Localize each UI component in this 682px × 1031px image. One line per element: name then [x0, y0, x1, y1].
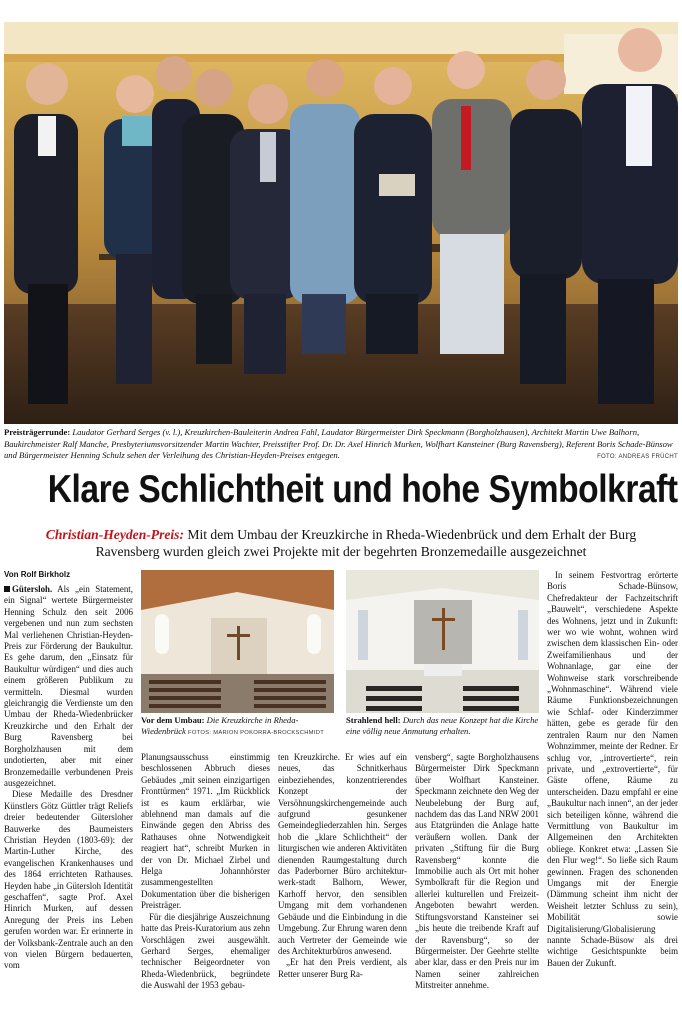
article-paragraph: vensberg“, sagte Borgholzhausens Bürgermeister Dirk Speckmann über Wolfhart Kansteiner. Speckmann zeichnete den Weg der Neubelebung der Burg auf, nachdem das das Land NRW 2001 aus Etatgründen die Anlage hatte veräußern wollen. Dank der privaten „Stiftung für die Burg Ravensberg“ konnte die Immobilie auch als Ort mit hoher Symbolkraft für die Region und allerlei kulturellen und Freizeit-Angeboten bewahrt werden. Stiftungsvorstand Kansteiner sei „bis heute die treibende Kraft auf der Ravensburg“, so der Bürgermeister. Der Geehrte stellte aber klar, dass er den Preis nur im Namen seiner zahlreichen Mitstreiter annehme.	[415, 752, 539, 991]
square-bullet-icon	[4, 586, 10, 592]
subhead-kicker: Christian-Heyden-Preis:	[45, 527, 184, 542]
paragraph-text: Als „ein Statement, ein Signal“ wertete Bürgermeister Henning Schulz den seit 2006 vergebenen und nun zum sechsten Mal verliehenen Christian-Heyden-Preis zur Förderung der Baukultur. Es gehe darum, den „Einsatz für Baukultur würdigen“ und dies auch einem größeren Publikum zu vermitteln. Diesmal wurden gleichrangig die Verdienste um den Umbau der Rheda-Wiedenbrücker Kreuzkirche und den Erhalt der Burg Ravensberg bei Borgholzhausen mit dem undotierten, aber mit einer Bronzemedaille verbundenen Preis ausgezeichnet.	[4, 584, 133, 788]
caption-lead: Vor dem Umbau:	[141, 715, 205, 725]
photo-caption-text: Laudator Gerhard Serges (v. l.), Kreuzkirchen-Bauleiterin Andrea Fahl, Laudator Bürgermeister Dirk Speckmann (Borgholzhausen), Architekt Martin Uwe Balhorn, Baukirchmeister Ralf Manche, Presbyteriumsvorsitzender Martin Wachter, Preisstifter Prof. Dr. Dr. Axel Hinrich Murken, Wolfhart Kansteiner (Burg Ravensberg), Referent Boris Schade-Bünsow und Bürgermeister Henning Schulz sehen der Verleihung des Christian-Heyden-Preises entgegen.	[4, 427, 673, 461]
article-column-5	[547, 570, 678, 969]
church-before-illustration	[141, 570, 334, 713]
article-paragraph: Diese Medaille des Dresdner Künstlers Götz Güttler trägt Reliefs dreier bedeutender Gütersloher Bauwerke des Baumeisters Christian Heyden (1803-69): der Martin-Luther Kirche, des evangelischen Krankenhauses und des 1864 errichteten Rathauses. Heyden habe „in Gütersloh Identität geschaffen“, sagte Prof. Axel Hinrich Murken, auf dessen Anregung der Preis ins Leben gerufen worden war. Er erinnerte in der Volksbank-Zentrale auch an den von vielen Bürgern bedauerten, vom	[4, 789, 133, 971]
church-before-caption	[141, 715, 334, 739]
caption-lead: Strahlend hell:	[346, 715, 401, 725]
byline: Von Rolf Birkholz	[4, 570, 71, 579]
article-column-1	[4, 584, 133, 972]
article-column-3	[278, 752, 407, 980]
church-after-illustration	[346, 570, 539, 713]
subheadline	[18, 526, 664, 560]
article-column-4	[415, 752, 539, 992]
church-before-photo	[141, 570, 334, 713]
photo-caption-lead: Preisträgerrunde:	[4, 427, 71, 437]
article-paragraph: Für die diesjährige Auszeichnung hatte das Preis-Kuratorium aus zehn Vorschlägen zwei ausgewählt. Gerhard Serges, ehemaliger technischer Beigeordneter von Rheda-Wiedenbrück, begründete die Auswahl der 1953 gebau-	[141, 911, 270, 991]
photo-credit: FOTO: ANDREAS FRÜCHT	[597, 454, 678, 461]
caption-text: Durch das neue Konzept hat die Kirche eine völlig neue Anmutung erhalten.	[346, 715, 539, 736]
photo-caption	[4, 427, 678, 464]
article-paragraph: Planungsausschuss einstimmig beschlossenen Abbruch dieses Gebäudes „mit seinen einzigartigen Fronttürmen“ 1971. „Im Rückblick ist es kaum erklärbar, wie ablehnend man damals auf die Einwände gegen den Abriss des Rathauses ohne Notwendigkeit reagiert hat“, schreibt Murken in der von Dr. Michael Zirbel und Helga Johannhörster zusammengestellten Dokumentation über die bisherigen Preisträger.	[141, 752, 270, 911]
church-after-photo	[346, 570, 539, 713]
group-photo	[4, 4, 678, 424]
article-paragraph	[4, 584, 133, 789]
caption-text: Die Kreuzkirche in Rheda-Wiedenbrück	[141, 715, 299, 736]
photo-credit: FOTOS: MARION POKORRA-BROCKSCHMIDT	[188, 730, 325, 736]
article-paragraph: In seinem Festvortrag erörterte Boris Schade-Bünsow, Chefredakteur der Fachzeitschrift „Bauwelt“, verschiedene Aspekte des Wohnens, jetzt und in Zukunft: wer wo wie wohnt, wohnen wird zwischen dem klassischen Ein- oder Zweifamilienhaus und der Wohnanlage, gar eine der Wohnweise stark vorschreibende „Wohnmaschine“. Während viele Räume Funktionsbezeichnungen wie Schlaf- oder Kinderzimmer hätten, gebe es gerade für den zentralen Raum nur den Namen Wohnzimmer, meinte der Redner. Er schlug vor, „introvertierte“, rein private, und „extrovertierte“, für Gäste offene, Räume zu unterscheiden. Dazu empfahl er eine „Baukultur nach innen“, an der jeder sich beteiligen könne, während die Vermittlung von Baukultur im Allgemeinen den Architekten obliege. Konkret etwa: „Lassen Sie den Flur weg!“. So ließe sich Raum gewinnen. Fragen des schonenden Umgangs mit der Energie (Dämmung scheint ihm nicht der Weisheit letzter Schluss zu sein), Mobilität sowie Digitalisierung/Globalisierung nannte Schade-Büsow als drei wichtige Gesichtspunkte beim Bauen der Zukunft.	[547, 570, 678, 968]
subhead-text: Mit dem Umbau der Kreuzkirche in Rheda-Wiedenbrück und dem Erhalt der Burg Ravensberg wurden gleich zwei Projekte mit der begehrten Bronzemedaille ausgezeichnet	[95, 527, 637, 559]
article-column-2	[141, 752, 270, 992]
article-paragraph: „Er hat den Preis verdient, als Retter unserer Burg Ra-	[278, 957, 407, 979]
church-after-caption	[346, 715, 539, 737]
article-paragraph: ten Kreuzkirche. Er wies auf ein neues, das Schnitkerhaus einbeziehendes, konzentrierendes Konzept der Versöhnungskirchengemeinde auch aufgrund gesunkener Gemeindegliederzahlen hin. Serges hob die „klare Schlichtheit“ der liturgischen wie anderen Aktivitäten dienenden Raumgestaltung durch das Paderborner Büro architektur-werk-stadt Balhorn, Wewer, Karhoff hervor, den sensiblen Umgang mit dem vorhandenen Gebäude und die Einbindung in die Umgebung. Zur Ehrung waren denn auch Vertreter der Gemeinde wie des Architekturbüros anwesend.	[278, 752, 407, 956]
dateline: Gütersloh.	[12, 584, 53, 594]
group-photo-illustration	[4, 4, 678, 424]
headline: Klare Schlichtheit und hohe Symbolkraft	[47, 468, 678, 511]
